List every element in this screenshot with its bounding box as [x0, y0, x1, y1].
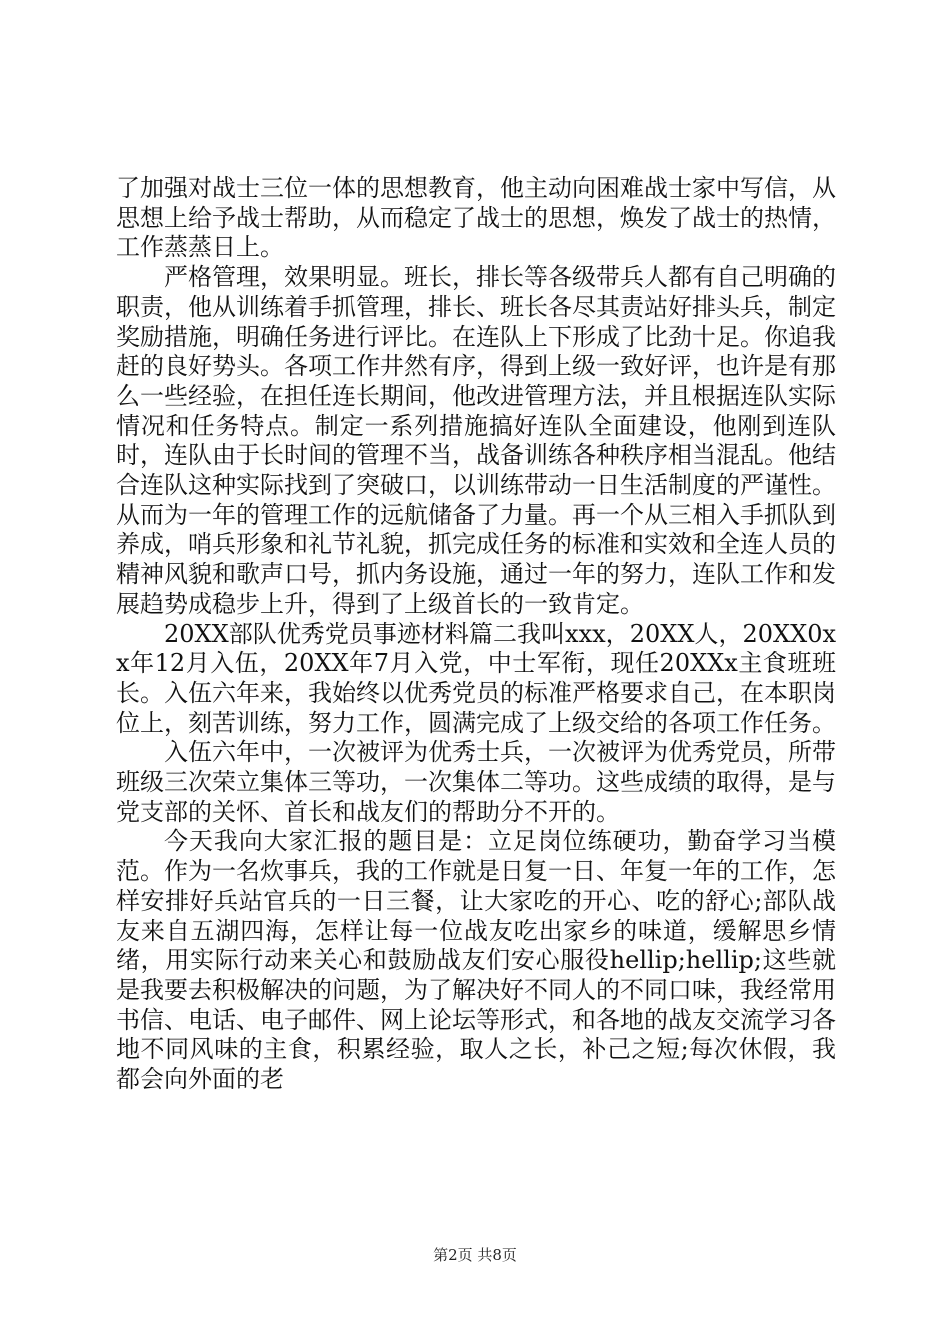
paragraph-5: 今天我向大家汇报的题目是：立足岗位练硬功，勤奋学习当模范。作为一名炊事兵，我的工作就是日复一日、年复一年的工作，怎样安排好兵站官兵的一日三餐，让大家吃的开心、吃的舒心;部队战友来自五湖四海，怎样让每一位战友吃出家乡的味道，缓解思乡情绪，用实际行动来关心和鼓励战友们安心服役hellip;hellip;这些就是我要去积极解决的问题，为了解决好不同人的不同口味，我经常用书信、电话、电子邮件、网上论坛等形式，和各地的战友交流学习各地不同风味的主食，积累经验，取人之长，补己之短;每次休假，我都会向外面的老: [116, 827, 836, 1094]
paragraph-2: 严格管理，效果明显。班长，排长等各级带兵人都有自己明确的职责，他从训练着手抓管理，排长、班长各尽其责站好排头兵，制定奖励措施，明确任务进行评比。在连队上下形成了比劲十足。你追我赶的良好势头。各项工作井然有序，得到上级一致好评，也许是有那么一些经验，在担任连长期间，他改进管理方法，并且根据连队实际情况和任务特点。制定一系列措施搞好连队全面建设，他刚到连队时，连队由于长时间的管理不当，战备训练各种秩序相当混乱。他结合连队这种实际找到了突破口，以训练带动一日生活制度的严谨性。从而为一年的管理工作的远航储备了力量。再一个从三相入手抓队到养成，哨兵形象和礼节礼貌，抓完成任务的标准和实效和全连人员的精神风貌和歌声口号，抓内务设施，通过一年的努力，连队工作和发展趋势成稳步上升，得到了上级首长的一致肯定。: [116, 263, 836, 618]
paragraph-4: 入伍六年中，一次被评为优秀士兵，一次被评为优秀党员，所带班级三次荣立集体三等功，一次集体二等功。这些成绩的取得，是与党支部的关怀、首长和战友们的帮助分不开的。: [116, 738, 836, 826]
paragraph-3: 20XX部队优秀党员事迹材料篇二我叫xxx，20XX人，20XX0xx年12月入伍，20XX年7月入党，中士军衔，现任20XXx主食班班长。入伍六年来，我始终以优秀党员的标准严格要求自己，在本职岗位上，刻苦训练，努力工作，圆满完成了上级交给的各项工作任务。: [116, 619, 836, 737]
page-number-footer: 第2页 共8页: [433, 1246, 517, 1264]
paragraph-1: 了加强对战士三位一体的思想教育，他主动向困难战士家中写信，从思想上给予战士帮助，从而稳定了战士的思想，焕发了战士的热情，工作蒸蒸日上。: [116, 174, 836, 262]
document-body: [116, 174, 836, 1095]
